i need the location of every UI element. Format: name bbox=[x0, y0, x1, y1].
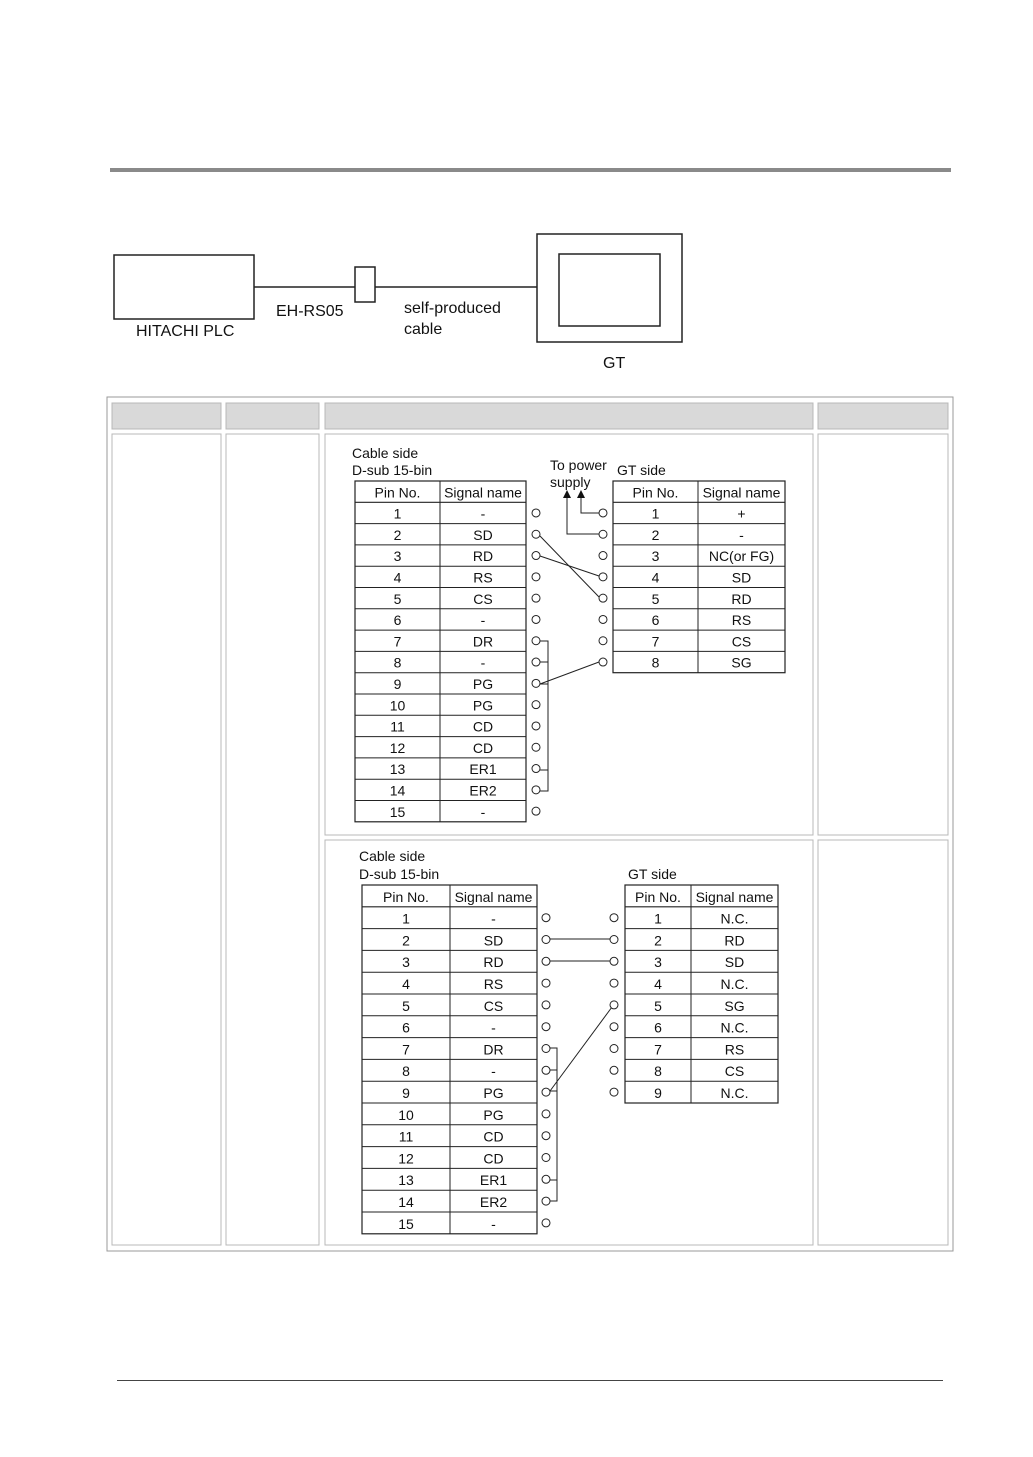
d1-cable-signal-name: DR bbox=[472, 633, 494, 650]
d2-cable-pin-terminal bbox=[542, 936, 550, 944]
d1-gt-pin-terminal bbox=[599, 552, 607, 560]
d1-gt-pin-number: 5 bbox=[651, 590, 660, 607]
d2-gt-pin-number: 9 bbox=[654, 1085, 662, 1101]
d1-gt-table-border bbox=[613, 481, 785, 673]
d1-cable-signal-name: - bbox=[480, 803, 486, 820]
d2-cable-pin-terminal bbox=[542, 1045, 550, 1053]
gt-label: GT bbox=[603, 355, 626, 372]
d1-cable-pin-terminal bbox=[532, 509, 540, 517]
d1-cable-signal-name: SD bbox=[473, 526, 493, 543]
d2-gt-pin-terminal bbox=[610, 1088, 618, 1096]
d2-gt-pin-terminal bbox=[610, 936, 618, 944]
body-cell-1 bbox=[112, 434, 221, 1245]
d1-gt-pin-terminal bbox=[599, 573, 607, 581]
d2-cable-signal-name: - bbox=[491, 1063, 496, 1080]
d2-cable-pin-terminal bbox=[542, 979, 550, 987]
d1-cable-pin-terminal bbox=[532, 658, 540, 666]
d1-cable-signal-name: PG bbox=[472, 676, 494, 692]
body-cell-2 bbox=[226, 434, 319, 1245]
d1-cable-header-pin-no: Pin No. bbox=[374, 484, 421, 501]
d2-cable-signal-name: - bbox=[491, 1215, 496, 1232]
d2-cable-pin-number: 9 bbox=[402, 1085, 410, 1101]
d1-gt-pin-terminal bbox=[599, 530, 607, 538]
d1-cable-pin-number: 2 bbox=[393, 526, 402, 543]
d2-gt-pin-number: 3 bbox=[654, 954, 662, 971]
d2-cable-pin-number: 5 bbox=[402, 997, 410, 1014]
d2-cable-header-pin-no: Pin No. bbox=[383, 888, 429, 905]
d1-power-wire-minus bbox=[567, 498, 599, 534]
d2-cable-signal-name: RS bbox=[483, 976, 504, 992]
d1-cable-pin-terminal bbox=[532, 552, 540, 560]
d1-cable-pin-terminal bbox=[532, 701, 540, 709]
cable-label-line1: self-produced bbox=[404, 300, 501, 317]
d1-wire-pg-to-sg bbox=[540, 662, 599, 684]
d1-gt-pin-terminal bbox=[599, 594, 607, 602]
d2-gt-signal-name: N.C. bbox=[720, 976, 749, 992]
d2-cable-pin-number: 10 bbox=[398, 1106, 414, 1123]
d2-gt-signal-name: SG bbox=[724, 997, 745, 1014]
d2-cable-signal-name: ER1 bbox=[479, 1172, 508, 1189]
d2-cable-side-title: Cable side bbox=[359, 848, 426, 864]
d1-cable-signal-name: - bbox=[480, 505, 486, 522]
d1-gt-pin-terminal bbox=[599, 658, 607, 666]
d1-gt-signal-name: + bbox=[737, 505, 746, 522]
d2-dr-er-bracket bbox=[550, 1048, 557, 1201]
d2-cable-pin-number: 11 bbox=[398, 1128, 414, 1145]
d2-cable-signal-name: - bbox=[491, 910, 496, 927]
d1-cable-pin-terminal bbox=[532, 722, 540, 730]
d2-cable-signal-name: DR bbox=[483, 1041, 504, 1058]
d1-cable-pin-number: 11 bbox=[390, 718, 405, 735]
d2-gt-pin-number: 1 bbox=[654, 910, 662, 927]
header-cell-1 bbox=[112, 403, 221, 429]
d1-gt-pin-number: 8 bbox=[651, 654, 660, 671]
d2-cable-header-signal-name: Signal name bbox=[454, 888, 533, 905]
d2-gt-pin-terminal bbox=[610, 914, 618, 922]
d1-cable-pin-terminal bbox=[532, 530, 540, 538]
d1-gt-pin-number: 3 bbox=[651, 548, 660, 565]
d2-cable-pin-number: 15 bbox=[398, 1215, 414, 1232]
d2-cable-pin-number: 2 bbox=[402, 932, 410, 949]
d1-cable-pin-terminal bbox=[532, 786, 540, 794]
d2-cable-signal-name: - bbox=[491, 1019, 496, 1036]
d1-cable-side-title: Cable side bbox=[352, 445, 419, 461]
d1-cable-pin-terminal bbox=[532, 679, 540, 687]
d1-cable-pin-terminal bbox=[532, 743, 540, 751]
d2-gt-pin-terminal bbox=[610, 1045, 618, 1053]
d2-gt-pin-terminal bbox=[610, 957, 618, 965]
d2-cable-signal-name: CD bbox=[483, 1128, 504, 1145]
d1-cable-signal-name: ER1 bbox=[469, 761, 497, 778]
d2-wire-pg-to-sg bbox=[550, 1007, 612, 1091]
d2-gt-signal-name: SD bbox=[724, 954, 745, 971]
d2-cable-pin-number: 4 bbox=[402, 976, 410, 992]
d1-cable-signal-name: - bbox=[480, 654, 486, 671]
d2-cable-signal-name: SD bbox=[483, 932, 504, 949]
d2-cable-signal-name: PG bbox=[483, 1085, 504, 1101]
d1-gt-pin-number: 2 bbox=[651, 526, 660, 543]
d2-cable-pin-number: 12 bbox=[398, 1150, 414, 1167]
d1-gt-header-signal-name: Signal name bbox=[702, 484, 781, 501]
d2-cable-pin-terminal bbox=[542, 1219, 550, 1227]
d1-cable-signal-name: - bbox=[480, 612, 486, 629]
d1-gt-pin-number: 7 bbox=[651, 633, 660, 650]
d1-gt-side-title: GT side bbox=[617, 462, 666, 478]
d1-cable-pin-number: 13 bbox=[389, 761, 406, 778]
d1-wire-rd-to-sd bbox=[540, 556, 599, 576]
d2-cable-pin-number: 7 bbox=[402, 1041, 410, 1058]
d1-cable-pin-terminal bbox=[532, 765, 540, 773]
d1-cable-pin-terminal bbox=[532, 807, 540, 815]
d1-power-arrow-2 bbox=[577, 490, 585, 498]
d1-cable-signal-name: ER2 bbox=[469, 782, 497, 799]
d1-cable-pin-number: 1 bbox=[393, 505, 402, 522]
d1-power-note-line1: To power bbox=[550, 457, 607, 473]
diagram1-note-cell bbox=[818, 434, 948, 835]
d2-cable-pin-terminal bbox=[542, 1175, 550, 1183]
d2-gt-signal-name: N.C. bbox=[720, 910, 749, 927]
d2-gt-pin-number: 4 bbox=[654, 976, 662, 992]
d1-power-wire-plus bbox=[581, 498, 599, 513]
d2-cable-pin-terminal bbox=[542, 1001, 550, 1009]
d2-gt-header-signal-name: Signal name bbox=[695, 888, 774, 905]
d2-gt-pin-number: 2 bbox=[654, 932, 662, 949]
d1-gt-signal-name: NC(or FG) bbox=[708, 548, 775, 565]
table-frame bbox=[107, 397, 953, 1251]
d2-cable-side-subtitle: D-sub 15-bin bbox=[359, 866, 440, 882]
d2-gt-pin-number: 6 bbox=[654, 1019, 662, 1036]
d1-cable-pin-number: 5 bbox=[393, 590, 402, 607]
d1-cable-pin-number: 6 bbox=[393, 612, 402, 629]
d1-cable-signal-name: RD bbox=[472, 548, 494, 565]
d2-cable-signal-name: RD bbox=[483, 954, 504, 971]
d1-cable-signal-name: CS bbox=[473, 590, 493, 607]
adapter-label: EH-RS05 bbox=[276, 303, 344, 320]
d2-wiring bbox=[550, 939, 612, 1201]
d1-cable-pin-number: 7 bbox=[393, 633, 402, 650]
d2-cable-signal-name: CS bbox=[483, 997, 504, 1014]
d2-gt-signal-name: RD bbox=[724, 932, 745, 949]
d1-power-note-line2: supply bbox=[550, 474, 591, 490]
d1-cable-pin-number: 8 bbox=[393, 654, 402, 671]
d2-gt-signal-name: CS bbox=[724, 1063, 745, 1080]
d2-gt-signal-name: N.C. bbox=[720, 1085, 749, 1101]
d1-cable-signal-name: PG bbox=[472, 697, 494, 714]
d2-gt-pin-terminal bbox=[610, 979, 618, 987]
d1-cable-pin-number: 12 bbox=[389, 739, 406, 756]
d1-cable-signal-name: CD bbox=[472, 739, 494, 756]
d2-gt-pin-number: 7 bbox=[654, 1041, 662, 1058]
header-cell-2 bbox=[226, 403, 319, 429]
d1-gt-pin-terminal bbox=[599, 637, 607, 645]
plc-label: HITACHI PLC bbox=[136, 323, 235, 340]
d2-gt-header-pin-no: Pin No. bbox=[635, 888, 681, 905]
d2-cable-pin-terminal bbox=[542, 914, 550, 922]
d2-gt-signal-name: RS bbox=[724, 1041, 745, 1058]
d2-cable-pin-number: 13 bbox=[398, 1172, 414, 1189]
d1-dr-er-bracket bbox=[540, 641, 548, 791]
d2-cable-pin-terminal bbox=[542, 1110, 550, 1118]
d2-cable-signal-name: PG bbox=[483, 1106, 504, 1123]
d2-gt-signal-name: N.C. bbox=[720, 1019, 749, 1036]
d1-gt-pin-terminal bbox=[599, 509, 607, 517]
d1-cable-pin-terminal bbox=[532, 573, 540, 581]
d1-gt-signal-name: CS bbox=[731, 633, 752, 650]
d2-cable-pin-number: 3 bbox=[402, 954, 410, 971]
d2-gt-pin-number: 5 bbox=[654, 997, 662, 1014]
d1-cable-signal-name: RS bbox=[473, 569, 493, 586]
d1-cable-pin-number: 10 bbox=[389, 697, 406, 714]
header-cell-4 bbox=[818, 403, 948, 429]
d2-cable-signal-name: ER2 bbox=[479, 1194, 508, 1210]
d1-cable-pin-terminal bbox=[532, 615, 540, 623]
d1-gt-pin-number: 6 bbox=[651, 612, 660, 629]
d1-gt-signal-name: - bbox=[739, 526, 744, 543]
d2-cable-pin-number: 1 bbox=[402, 910, 410, 927]
d1-gt-signal-name: SG bbox=[731, 654, 752, 671]
d1-gt-signal-name: RD bbox=[731, 590, 752, 607]
d1-cable-pin-number: 4 bbox=[393, 569, 402, 586]
d2-gt-pin-terminal bbox=[610, 1023, 618, 1031]
d2-cable-pin-terminal bbox=[542, 1066, 550, 1074]
d1-cable-header-signal-name: Signal name bbox=[444, 484, 522, 501]
d2-cable-pin-terminal bbox=[542, 1132, 550, 1140]
d1-cable-pin-number: 9 bbox=[393, 676, 402, 692]
cable-label-line2: cable bbox=[404, 321, 443, 338]
d2-cable-pin-terminal bbox=[542, 1023, 550, 1031]
d2-gt-side-title: GT side bbox=[628, 866, 677, 882]
d1-gt-signal-name: SD bbox=[731, 569, 752, 586]
d2-cable-pin-terminal bbox=[542, 957, 550, 965]
d1-cable-pin-number: 3 bbox=[393, 548, 402, 565]
d1-wiring bbox=[540, 490, 599, 791]
d1-cable-pin-terminal bbox=[532, 637, 540, 645]
d1-gt-pin-number: 4 bbox=[651, 569, 660, 586]
diagram2-note-cell bbox=[818, 840, 948, 1245]
d1-cable-signal-name: CD bbox=[472, 718, 494, 735]
d1-cable-pin-number: 15 bbox=[389, 803, 406, 820]
d1-cable-pin-terminal bbox=[532, 594, 540, 602]
d1-gt-header-pin-no: Pin No. bbox=[632, 484, 679, 501]
d1-gt-signal-name: RS bbox=[731, 612, 752, 629]
d2-cable-pin-number: 6 bbox=[402, 1019, 410, 1036]
d2-cable-pin-terminal bbox=[542, 1154, 550, 1162]
d2-cable-pin-terminal bbox=[542, 1088, 550, 1096]
d2-cable-pin-number: 8 bbox=[402, 1063, 410, 1080]
d2-gt-pin-number: 8 bbox=[654, 1063, 662, 1080]
d2-cable-signal-name: CD bbox=[483, 1150, 504, 1167]
d1-cable-side-subtitle: D-sub 15-bin bbox=[352, 462, 433, 478]
header-cell-3 bbox=[325, 403, 813, 429]
d1-gt-pin-number: 1 bbox=[651, 505, 660, 522]
d2-gt-pin-terminal bbox=[610, 1001, 618, 1009]
d2-cable-pin-terminal bbox=[542, 1197, 550, 1205]
d1-gt-pin-terminal bbox=[599, 615, 607, 623]
d2-gt-pin-terminal bbox=[610, 1066, 618, 1074]
d2-cable-pin-number: 14 bbox=[398, 1194, 414, 1210]
d1-power-arrow-1 bbox=[563, 490, 571, 498]
bottom-divider bbox=[117, 1380, 943, 1381]
d1-cable-pin-number: 14 bbox=[389, 782, 406, 799]
